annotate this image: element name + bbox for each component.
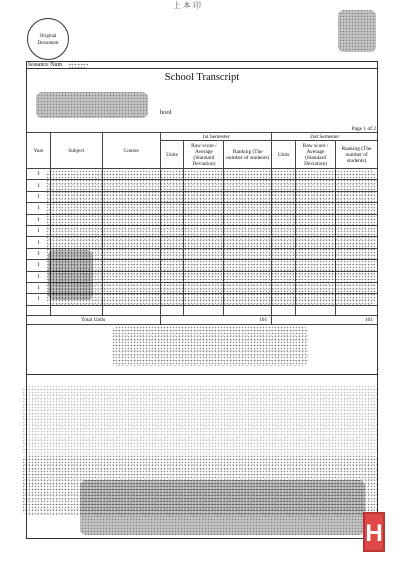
total-units-sem2: 101 xyxy=(272,315,378,324)
page-title: School Transcript xyxy=(164,72,240,83)
watermark-logo: H xyxy=(363,512,385,552)
total-units-row xyxy=(27,315,378,324)
year-cell: I xyxy=(27,180,51,191)
header-semester-2: 2nd Semester xyxy=(272,133,378,141)
spacer-row xyxy=(27,305,378,315)
top-mark: 上本印 xyxy=(173,1,203,10)
year-cell: I xyxy=(27,225,51,236)
year-cell: I xyxy=(27,294,51,305)
header-units-1: Units xyxy=(160,141,184,169)
redacted-notes xyxy=(22,385,378,455)
redacted-issuance-number xyxy=(68,60,88,69)
header-ranking-1: Ranking (The number of students) xyxy=(224,141,272,169)
header-units-2: Units xyxy=(272,141,296,169)
issuance-label: Issuance Num xyxy=(28,62,63,68)
redacted-issuer xyxy=(112,326,308,366)
header-semester-1: 1st Semester xyxy=(160,133,272,141)
redacted-grades-dense xyxy=(48,250,93,300)
redacted-school-name xyxy=(36,92,148,118)
year-cell: I xyxy=(27,260,51,271)
header-raw-score-1: Raw score / Average (Standard Deviation) xyxy=(184,141,224,169)
year-cell: I xyxy=(27,214,51,225)
redacted-footer-dense xyxy=(80,480,365,535)
year-cell: I xyxy=(27,237,51,248)
year-cell: I xyxy=(27,191,51,202)
year-cell: I xyxy=(27,248,51,259)
year-cell: I xyxy=(27,282,51,293)
stamp-line-2: Document xyxy=(37,41,59,46)
section-divider xyxy=(26,374,378,375)
header-course: Course xyxy=(102,133,160,169)
header-year: Year xyxy=(27,133,51,169)
stamp-line-1: Original xyxy=(39,34,57,39)
redacted-photo xyxy=(338,10,376,52)
year-cell: I xyxy=(27,169,51,180)
header-ranking-2: Ranking (The number of students) xyxy=(336,141,378,169)
year-cell: I xyxy=(27,271,51,282)
header-raw-score-2: Raw score / Average (Standard Deviation) xyxy=(296,141,336,169)
header-subject: Subject xyxy=(50,133,102,169)
original-document-stamp xyxy=(27,18,69,60)
year-cell: I xyxy=(27,203,51,214)
total-units-sem1: 101 xyxy=(160,315,272,324)
redacted-grades xyxy=(46,170,376,305)
page-number: Page 1 of 2 xyxy=(351,126,376,132)
school-name-suffix: hool xyxy=(160,109,172,116)
total-units-label: Total Units xyxy=(27,315,161,324)
